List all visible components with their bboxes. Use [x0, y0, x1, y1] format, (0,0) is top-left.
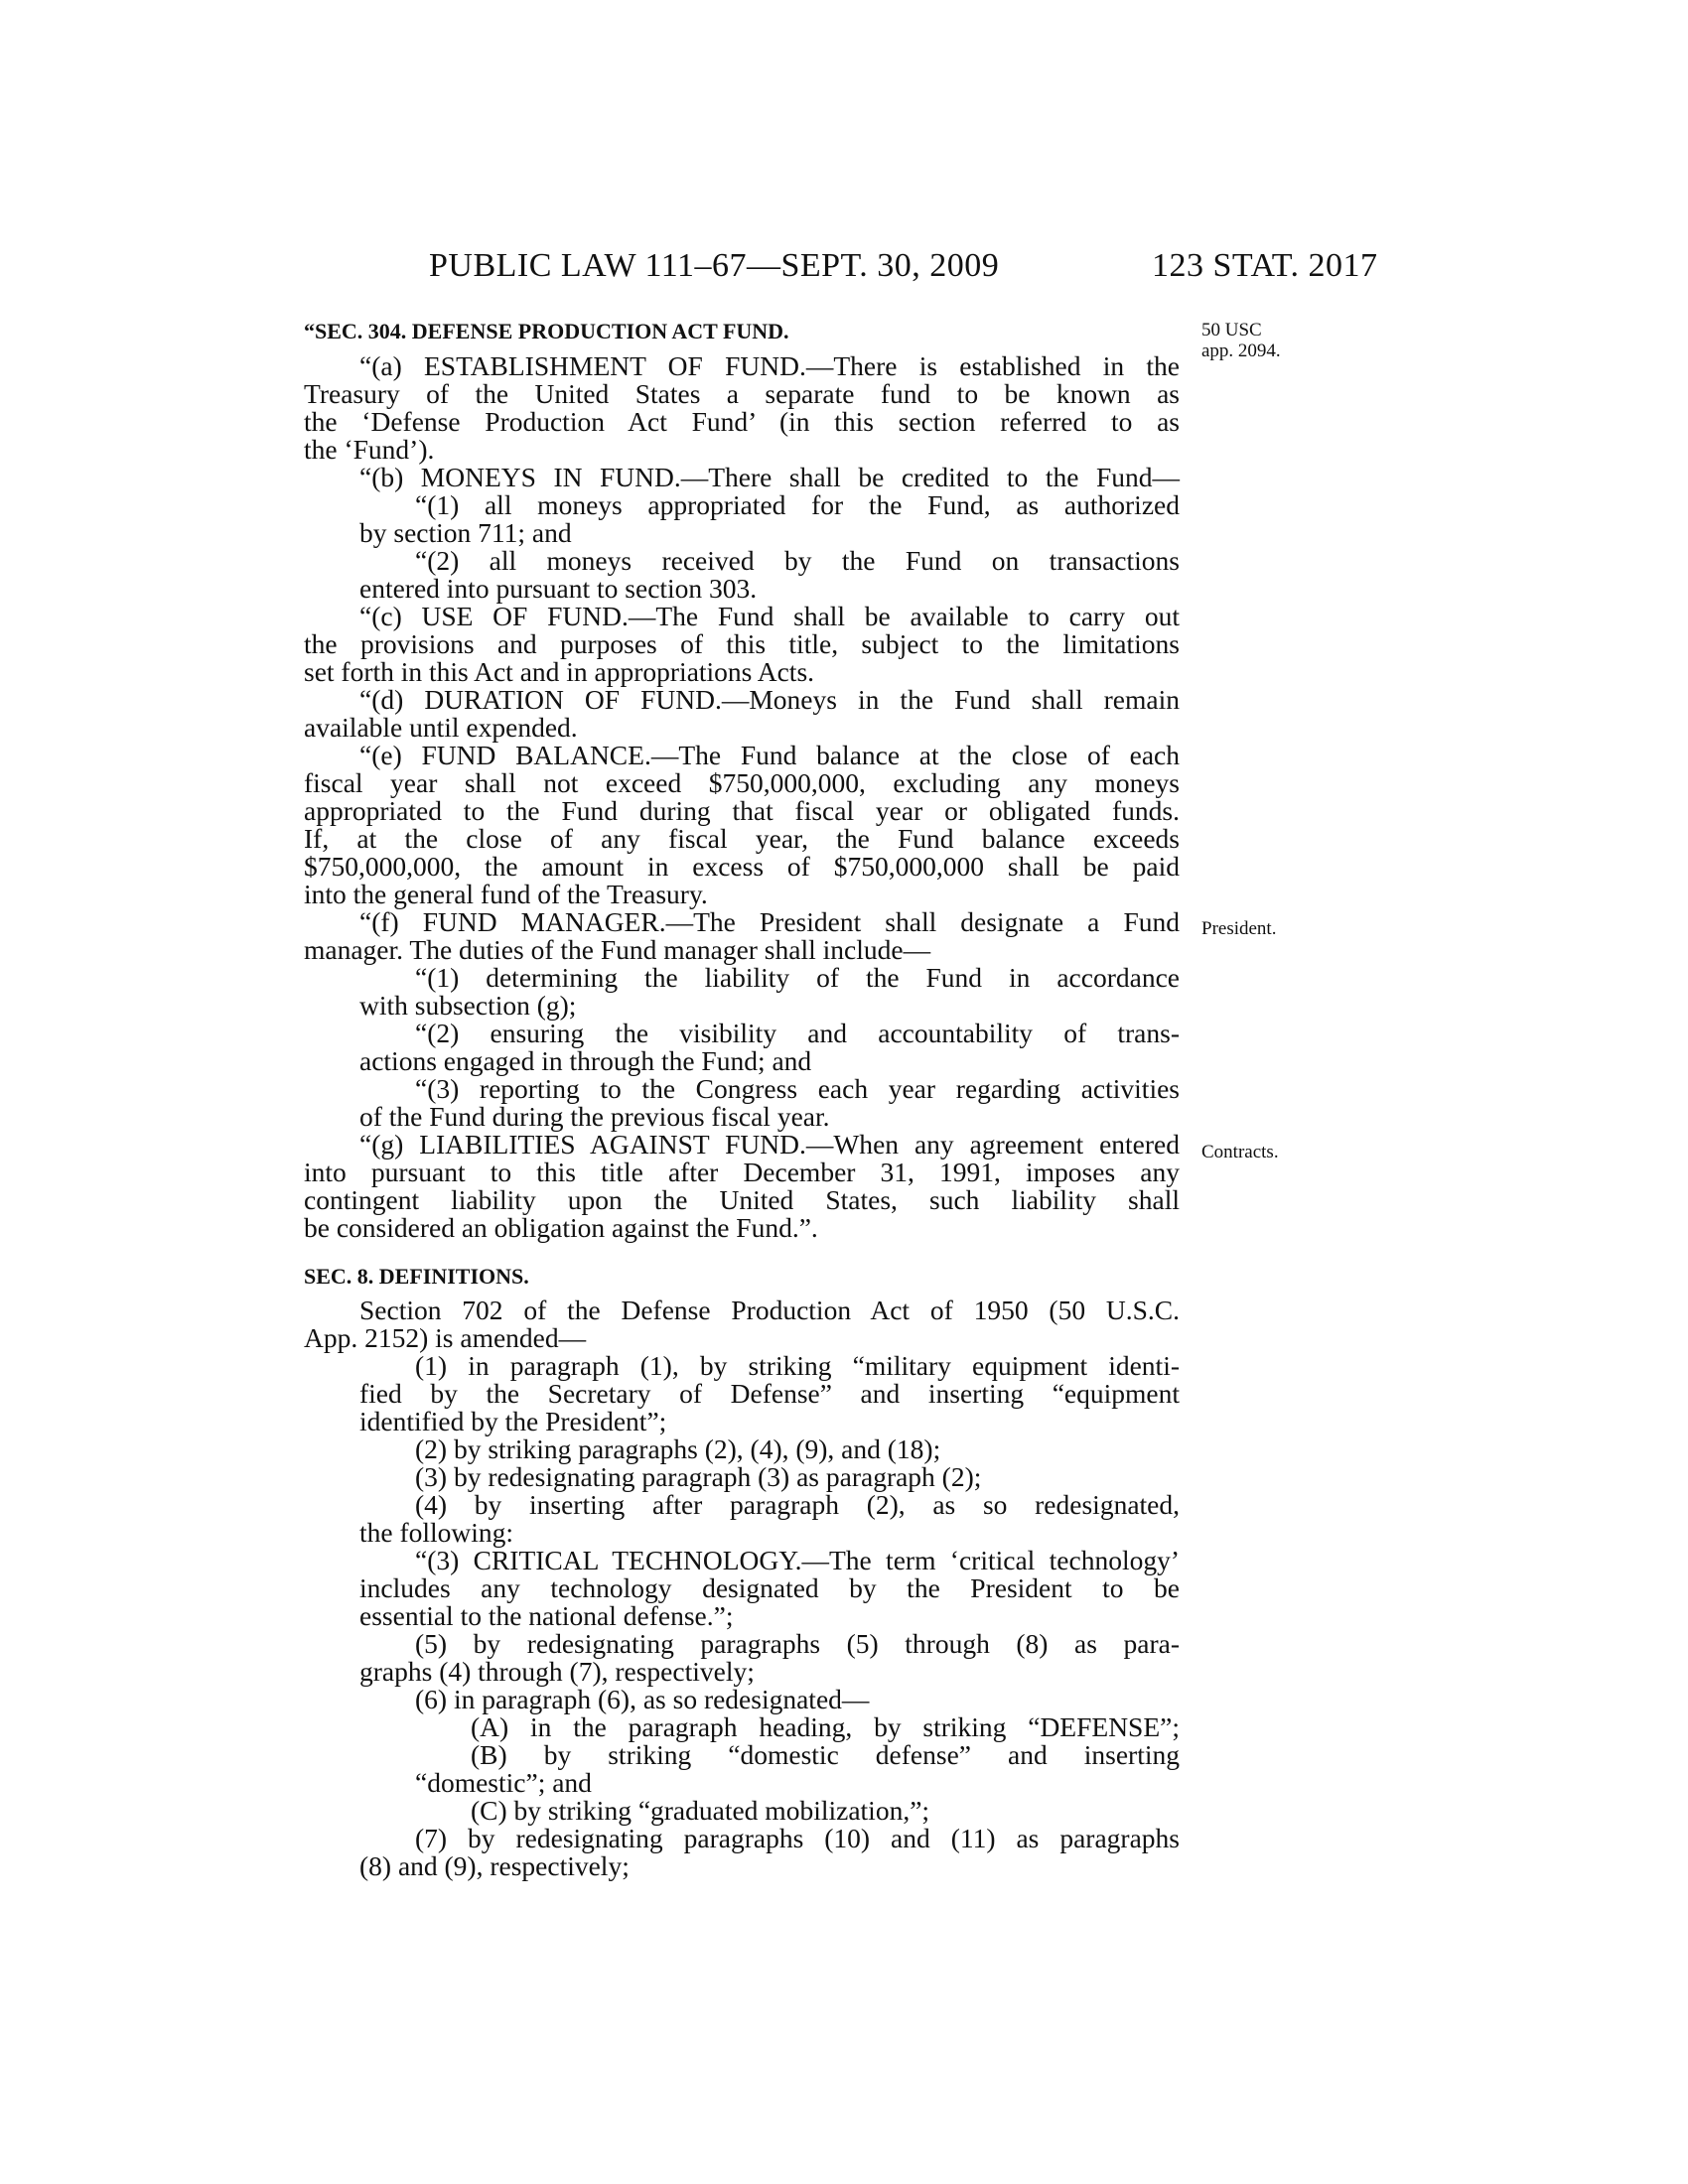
- margin-note-president: President.: [1201, 918, 1277, 939]
- body-line: “(2) all moneys received by the Fund on transactions: [415, 545, 1180, 576]
- body-line: graphs (4) through (7), respectively;: [359, 1656, 755, 1687]
- body-line: into pursuant to this title after December 31, 1991, imposes any: [304, 1157, 1180, 1187]
- body-line: “(2) ensuring the visibility and accountability of trans-: [415, 1018, 1180, 1048]
- body-line: manager. The duties of the Fund manager shall include—: [304, 934, 931, 965]
- body-line: appropriated to the Fund during that fiscal year or obligated funds.: [304, 795, 1180, 826]
- body-line: fied by the Secretary of Defense” and inserting “equipment: [359, 1378, 1180, 1409]
- body-line: set forth in this Act and in appropriations Acts.: [304, 656, 815, 687]
- body-line: “(3) CRITICAL TECHNOLOGY.—The term ‘critical technology’: [415, 1545, 1180, 1575]
- body-line: into the general fund of the Treasury.: [304, 879, 708, 909]
- body-line: “(1) all moneys appropriated for the Fund, as authorized: [415, 489, 1180, 520]
- body-line: the ‘Defense Production Act Fund’ (in this section referred to as: [304, 406, 1180, 437]
- body-line: $750,000,000, the amount in excess of $750,000,000 shall be paid: [304, 851, 1180, 882]
- body-line: “(f) FUND MANAGER.—The President shall designate a Fund: [359, 906, 1180, 937]
- body-line: (A) in the paragraph heading, by striking “DEFENSE”;: [471, 1711, 1180, 1742]
- body-line: identified by the President”;: [359, 1406, 667, 1436]
- body-line: (4) by inserting after paragraph (2), as so redesignated,: [415, 1489, 1180, 1520]
- body-line: “(a) ESTABLISHMENT OF FUND.—There is established in the: [359, 350, 1180, 381]
- body-line: available until expended.: [304, 712, 578, 743]
- body-line: “(c) USE OF FUND.—The Fund shall be available to carry out: [359, 601, 1180, 631]
- body-line: entered into pursuant to section 303.: [359, 573, 758, 604]
- margin-note-usc-app: app. 2094.: [1201, 341, 1281, 361]
- body-line: contingent liability upon the United States, such liability shall: [304, 1184, 1180, 1215]
- body-line: essential to the national defense.”;: [359, 1600, 734, 1631]
- body-line: actions engaged in through the Fund; and: [359, 1045, 812, 1076]
- body-line: by section 711; and: [359, 517, 572, 548]
- body-line: of the Fund during the previous fiscal year.: [359, 1101, 830, 1132]
- body-line: (5) by redesignating paragraphs (5) through (8) as para-: [415, 1628, 1180, 1659]
- statute-page-number: 123 STAT. 2017: [1152, 247, 1378, 284]
- body-line: (B) by striking “domestic defense” and inserting: [471, 1739, 1180, 1770]
- body-line: (8) and (9), respectively;: [359, 1850, 630, 1881]
- body-line: includes any technology designated by the President to be: [359, 1572, 1180, 1603]
- body-line: If, at the close of any fiscal year, the Fund balance exceeds: [304, 823, 1180, 854]
- body-line: (3) by redesignating paragraph (3) as paragraph (2);: [415, 1461, 982, 1492]
- body-line: “(d) DURATION OF FUND.—Moneys in the Fund shall remain: [359, 684, 1180, 715]
- margin-note-usc: 50 USC: [1201, 320, 1262, 341]
- body-line: the following:: [359, 1517, 514, 1548]
- body-line: be considered an obligation against the Fund.”.: [304, 1212, 818, 1243]
- margin-note-contracts: Contracts.: [1201, 1142, 1279, 1162]
- body-line: “(g) LIABILITIES AGAINST FUND.—When any agreement entered: [359, 1129, 1180, 1160]
- section-304-heading: “SEC. 304. DEFENSE PRODUCTION ACT FUND.: [304, 319, 789, 343]
- running-header-title: PUBLIC LAW 111–67—SEPT. 30, 2009: [429, 247, 1000, 284]
- body-line: “domestic”; and: [415, 1767, 592, 1798]
- body-line: “(b) MONEYS IN FUND.—There shall be credited to the Fund—: [359, 462, 1180, 492]
- body-line: (6) in paragraph (6), as so redesignated—: [415, 1684, 870, 1714]
- body-line: “(3) reporting to the Congress each year regarding activities: [415, 1073, 1180, 1104]
- body-line: the ‘Fund’).: [304, 434, 435, 465]
- body-line: (2) by striking paragraphs (2), (4), (9), and (18);: [415, 1433, 941, 1464]
- body-line: with subsection (g);: [359, 990, 577, 1021]
- body-line: “(e) FUND BALANCE.—The Fund balance at the close of each: [359, 740, 1180, 770]
- body-line: fiscal year shall not exceed $750,000,000, excluding any moneys: [304, 767, 1180, 798]
- body-line: Treasury of the United States a separate fund to be known as: [304, 378, 1180, 409]
- body-line: (C) by striking “graduated mobilization,”;: [471, 1795, 930, 1826]
- body-line: (1) in paragraph (1), by striking “military equipment identi-: [415, 1350, 1180, 1381]
- body-line: “(1) determining the liability of the Fund in accordance: [415, 962, 1180, 993]
- body-line: Section 702 of the Defense Production Act of 1950 (50 U.S.C.: [359, 1295, 1180, 1325]
- body-line: (7) by redesignating paragraphs (10) and (11) as paragraphs: [415, 1823, 1180, 1853]
- section-8-heading: SEC. 8. DEFINITIONS.: [304, 1264, 529, 1289]
- body-line: App. 2152) is amended—: [304, 1322, 587, 1353]
- body-line: the provisions and purposes of this title, subject to the limitations: [304, 628, 1180, 659]
